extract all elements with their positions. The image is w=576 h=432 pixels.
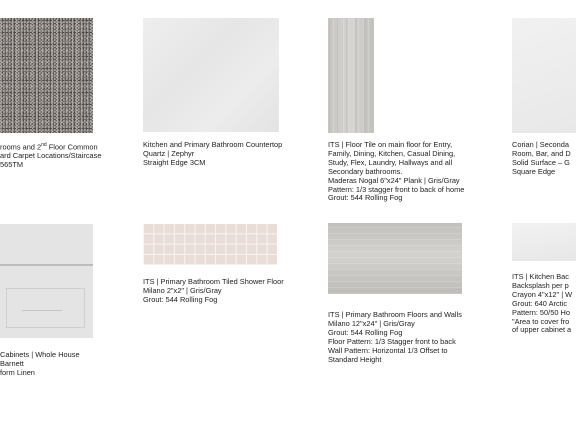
caption-line: Study, Flex, Laundry, Hallways and all [328, 157, 453, 167]
caption-line: "Area to cover fro [512, 316, 570, 326]
cabinet-rail [0, 264, 93, 266]
caption-line: Kitchen and Primary Bathroom Countertop [143, 140, 283, 149]
caption-line: Quartz | Zephyr [143, 148, 195, 158]
caption-line: Grout: 640 Arctic [512, 298, 568, 308]
caption-line: Pattern: 1/3 stagger front to back of home [328, 184, 465, 194]
caption-line: Square Edge [512, 166, 556, 176]
caption-line: Wall Pattern: Horizontal 1/3 Offset to [328, 345, 448, 355]
caption-line: Floor Pattern: 1/3 Stagger front to back [328, 336, 456, 346]
caption-line: Milano 2"x2" | Gris/Gray [143, 285, 222, 295]
cabinet-caption [0, 351, 80, 378]
caption-line: Secondary bathrooms. [328, 166, 403, 176]
caption-line: Room, Bar, and D [512, 148, 571, 158]
carpet-caption [0, 141, 101, 170]
plank-tile-caption [328, 141, 464, 203]
caption-line: Maderas Nogal 6"x24" Plank | Gris/Gray [328, 175, 460, 185]
corian-caption [512, 141, 571, 177]
caption-line: of upper cabinet a [512, 325, 572, 335]
caption-line: Standard Height [328, 354, 382, 364]
carpet-swatch [0, 18, 93, 133]
caption-line: Barnett [0, 358, 24, 368]
backsplash-caption [512, 273, 572, 335]
caption-line: Backsplash per p [512, 280, 569, 290]
caption-line: Milano 12"x24" | Gris/Gray [328, 318, 415, 328]
plank-tile-swatch [328, 18, 374, 133]
caption-line: form Linen [0, 367, 35, 377]
caption-line: Grout: 544 Rolling Fog [328, 327, 403, 337]
caption-line: Pattern: 50/50 Ho [512, 307, 570, 317]
caption-line: ITS | Primary Bathroom Floors and Walls [328, 310, 462, 319]
caption-line: Straight Edge 3CM [143, 157, 206, 167]
caption-line: 565TM [0, 160, 24, 170]
milano-tile-caption [328, 311, 462, 364]
corian-swatch [512, 18, 576, 133]
caption-line: ard Carpet Locations/Staircase [0, 151, 102, 161]
caption-line: ITS | Floor Tile on main floor for Entry, [328, 140, 453, 149]
caption-line: Family, Dining, Kitchen, Casual Dining, [328, 148, 456, 158]
milano-tile-swatch [328, 223, 462, 294]
caption-superscript: nd [41, 142, 47, 148]
quartz-caption [143, 141, 282, 168]
cabinet-panel-line [22, 310, 62, 311]
caption-line: Corian | Seconda [512, 140, 569, 149]
caption-line: Grout: 544 Rolling Fog [328, 193, 403, 203]
caption-line: ITS | Primary Bathroom Tiled Shower Floor [143, 277, 284, 286]
caption-line: ITS | Kitchen Bac [512, 272, 569, 281]
cabinet-panel [6, 288, 85, 328]
caption-line: Grout: 544 Rolling Fog [143, 294, 218, 304]
backsplash-swatch [512, 223, 576, 261]
quartz-swatch [143, 18, 279, 132]
mosaic-tile-swatch [143, 224, 277, 265]
cabinet-swatch [0, 224, 93, 338]
caption-line: Crayon 4"x12" | W [512, 289, 573, 299]
caption-line: Solid Surface – G [512, 157, 570, 167]
mosaic-tile-caption [143, 278, 284, 305]
caption-line: Cabinets | Whole House [0, 350, 80, 359]
caption-line: Floor Common [46, 142, 98, 152]
caption-line: rooms and 2 [0, 142, 42, 152]
